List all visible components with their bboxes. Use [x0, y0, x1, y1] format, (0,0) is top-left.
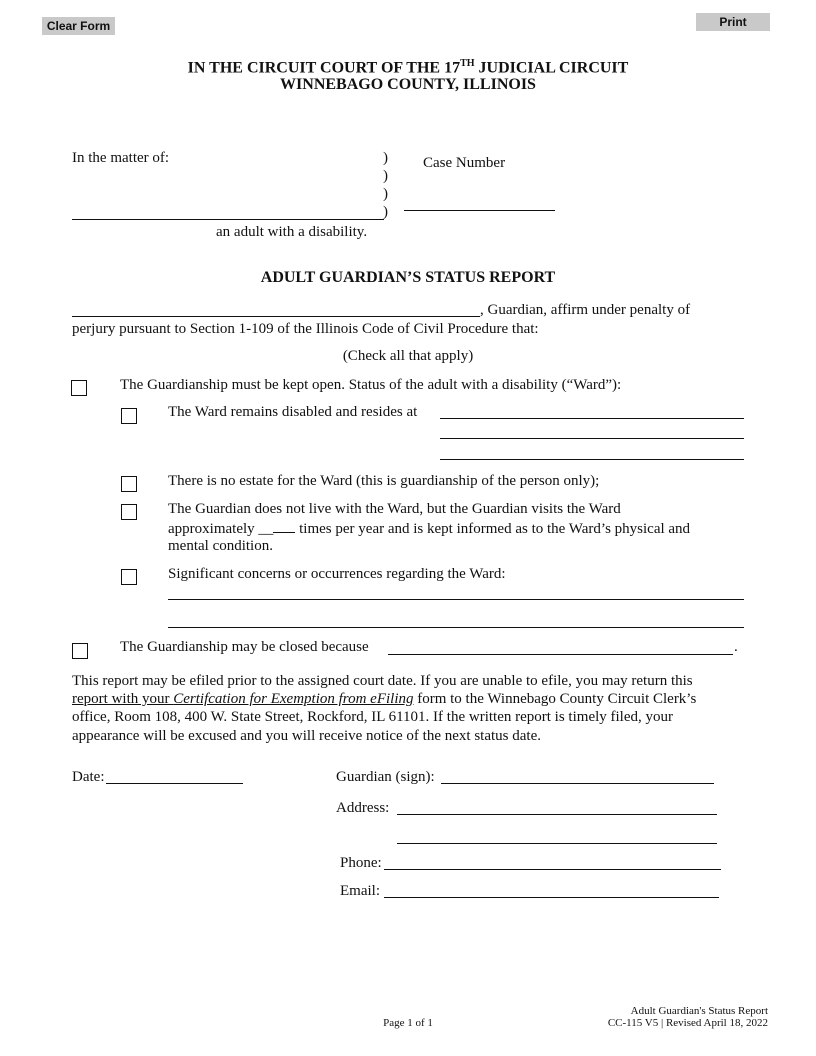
closed-checkbox[interactable] [72, 643, 88, 659]
kept-open-label: The Guardianship must be kept open. Status of the adult with a disability (“Ward”): [120, 377, 622, 393]
address-field-2[interactable] [397, 843, 717, 844]
notice-line-2-post: form to the Winnebago County Circuit Clerk’s [413, 691, 697, 707]
residence-field-2[interactable] [440, 438, 744, 439]
notice-line-4: appearance will be excused and you will receive notice of the next status date. [72, 728, 541, 744]
form-title: ADULT GUARDIAN’S STATUS REPORT [260, 269, 556, 286]
address-field-1[interactable] [397, 814, 717, 815]
footer-form-name: Adult Guardian's Status Report [630, 1005, 768, 1017]
guardian-sign-field[interactable] [441, 783, 714, 784]
notice-line-3: office, Room 108, 400 W. State Street, Rockford, IL 61101. If the written report is timely filed, your [72, 709, 673, 725]
concerns-field-1[interactable] [168, 599, 744, 600]
closed-reason-field[interactable] [388, 654, 733, 655]
print-button[interactable]: Print [696, 13, 770, 31]
footer-form-code: CC-115 V5 | Revised April 18, 2022 [607, 1017, 768, 1029]
no-estate-label: There is no estate for the Ward (this is guardianship of the person only); [168, 473, 600, 489]
guardian-name-field[interactable] [72, 316, 480, 317]
court-heading [0, 58, 816, 77]
matter-label: In the matter of: [72, 150, 170, 166]
residence-field-3[interactable] [440, 459, 744, 460]
date-field[interactable] [106, 783, 243, 784]
visits-count-field[interactable] [273, 520, 295, 533]
no-estate-checkbox[interactable] [121, 476, 137, 492]
date-label: Date: [72, 769, 105, 785]
adult-label: an adult with a disability. [216, 224, 368, 240]
paren-1: ) [383, 150, 388, 166]
court-heading-suffix: JUDICIAL CIRCUIT [474, 59, 629, 77]
email-field[interactable] [384, 897, 719, 898]
phone-field[interactable] [384, 869, 721, 870]
visits-line-2 [168, 520, 690, 538]
concerns-checkbox[interactable] [121, 569, 137, 585]
closed-period: . [734, 639, 738, 655]
county-heading: WINNEBAGO COUNTY, ILLINOIS [280, 76, 536, 93]
resides-label: The Ward remains disabled and resides at [168, 404, 418, 420]
notice-line-2 [72, 691, 696, 708]
visits-line-2-start: approximately __ [168, 521, 274, 537]
notice-line-2-pre: report with your [72, 691, 174, 707]
court-heading-sup: TH [460, 58, 475, 69]
email-label: Email: [340, 883, 380, 899]
case-number-label: Case Number [423, 155, 506, 171]
affirm-line-1: , Guardian, affirm under penalty of [480, 302, 691, 318]
visits-checkbox[interactable] [121, 504, 137, 520]
paren-3: ) [383, 186, 388, 202]
affirm-line-2: perjury pursuant to Section 1-109 of the Illinois Code of Civil Procedure that: [72, 321, 539, 337]
visits-line-2-end: times per year and is kept informed as to the Ward’s physical and [295, 521, 691, 537]
notice-line-1: This report may be efiled prior to the assigned court date. If you are unable to efile, you may return this [72, 673, 693, 689]
visits-line-1: The Guardian does not live with the Ward, but the Guardian visits the Ward [168, 501, 621, 517]
clear-form-button[interactable]: Clear Form [42, 17, 115, 35]
kept-open-checkbox[interactable] [71, 380, 87, 396]
address-label: Address: [336, 800, 390, 816]
ward-name-field[interactable] [72, 219, 384, 220]
visits-line-3: mental condition. [168, 538, 273, 554]
guardian-sign-label: Guardian (sign): [336, 769, 435, 785]
concerns-field-2[interactable] [168, 627, 744, 628]
concerns-label: Significant concerns or occurrences regarding the Ward: [168, 566, 506, 582]
resides-checkbox[interactable] [121, 408, 137, 424]
check-all-note: (Check all that apply) [342, 348, 474, 364]
case-number-field[interactable] [404, 210, 555, 211]
exemption-form-link[interactable]: Certifcation for Exemption from eFiling [173, 691, 414, 707]
paren-2: ) [383, 168, 388, 184]
paren-4: ) [383, 204, 388, 220]
court-heading-prefix: IN THE CIRCUIT COURT OF THE 17 [187, 59, 461, 77]
phone-label: Phone: [340, 855, 382, 871]
residence-field-1[interactable] [440, 418, 744, 419]
closed-label: The Guardianship may be closed because [120, 639, 369, 655]
page-number: Page 1 of 1 [383, 1017, 433, 1029]
